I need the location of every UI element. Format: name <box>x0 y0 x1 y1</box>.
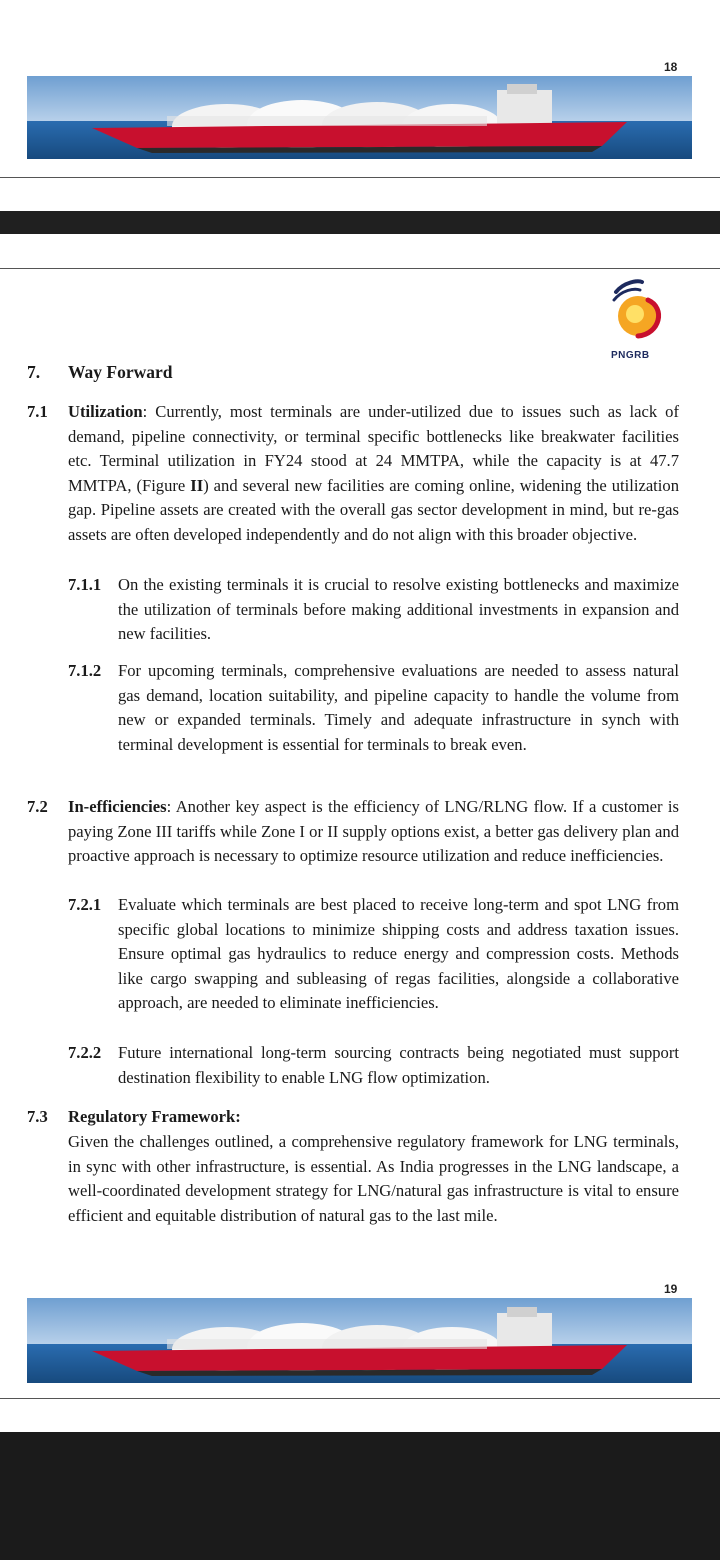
divider-top <box>0 177 720 178</box>
page-separator-band <box>0 211 720 234</box>
paragraph-7-2-body: : Another key aspect is the efficiency of LNG/RLNG flow. If a customer is paying Zone III tariffs while Zone I or II supply options exist, a better gas delivery plan and proactive approach is necessary to optimize resource utilization and reduce inefficiencies. <box>68 797 679 866</box>
paragraph-7-2-1: Evaluate which terminals are best placed to receive long-term and spot LNG from specific global locations to minimize shipping costs and address taxation issues. Ensure optimal gas hydraulics to reduce energy and compression costs. Methods like cargo swapping and subleasing of regas facilities, alongside a collaborative approach, are needed to eliminate inefficiencies. <box>118 895 679 1013</box>
paragraph-7-1-body: : Currently, most terminals are under-utilized due to issues such as lack of demand, pipeline connectivity, or terminal specific bottlenecks like breakwater facilities etc. Terminal utilization in FY24 stood at 24 MMTPA, while the capacity is at 47.7 MMTPA, (Figure <box>68 402 679 495</box>
paragraph-7-1 <box>68 400 679 548</box>
paragraph-7-1-2: For upcoming terminals, comprehensive evaluations are needed to assess natural gas demand, location suitability, and pipeline capacity to handle the volume from new or expanded terminals. Timely and adequate infrastructure in synch with terminal development is essential for terminals to break even. <box>118 661 679 754</box>
paragraph-7-2-2: Future international long-term sourcing contracts being negotiated must support destination flexibility to enable LNG flow optimization. <box>118 1043 679 1087</box>
paragraph-7-1-1: On the existing terminals it is crucial to resolve existing bottlenecks and maximize the utilization of terminals before making additional investments in expansion and new facilities. <box>118 575 679 644</box>
subsection-number-7-1-2: 7.1.2 <box>68 661 102 680</box>
figure-reference: II <box>190 475 204 495</box>
subsection-number-7-1-1: 7.1.1 <box>68 575 102 594</box>
divider-mid <box>0 268 720 269</box>
heading-inefficiencies: In-efficiencies <box>68 797 167 816</box>
section-title: Way Forward <box>68 362 173 382</box>
section-number: 7. <box>27 362 41 382</box>
logo-label: PNGRB <box>611 350 650 361</box>
subsection-number-7-2-2: 7.2.2 <box>68 1043 102 1062</box>
subsection-number-7-2-1: 7.2.1 <box>68 895 102 914</box>
subsection-number-7-2: 7.2 <box>27 797 48 816</box>
pngrb-logo <box>608 278 668 362</box>
paragraph-7-3: Given the challenges outlined, a comprehensive regulatory framework for LNG terminals, in sync with other infrastructure, is essential. As India progresses in the LNG landscape, a well-coordinated development strategy for LNG/natural gas infrastructure is vital to ensure efficient and equitable distribution of natural gas to the last mile. <box>68 1132 679 1225</box>
lng-ship-banner-image <box>27 76 692 159</box>
paragraph-7-2 <box>68 795 679 869</box>
viewer-dark-footer <box>0 1432 720 1560</box>
heading-utilization: Utilization <box>68 402 143 421</box>
divider-bottom <box>0 1398 720 1399</box>
page-number-bottom: 19 <box>664 1282 678 1296</box>
subsection-number-7-3: 7.3 <box>27 1107 48 1126</box>
subsection-number-7-1: 7.1 <box>27 402 48 421</box>
pngrb-logo-icon <box>608 278 668 344</box>
paragraph-7-1-body-end: ) and several new facilities are coming online, widening the utilization gap. Pipeline assets are created with the overall gas sector development in mind, but re-gas assets are often developed independently and do not align with this broader objective. <box>68 475 679 544</box>
page-number-top: 18 <box>664 60 678 74</box>
lng-ship-banner-image-bottom <box>27 1298 692 1383</box>
heading-regulatory-framework: Regulatory Framework: <box>68 1107 241 1126</box>
